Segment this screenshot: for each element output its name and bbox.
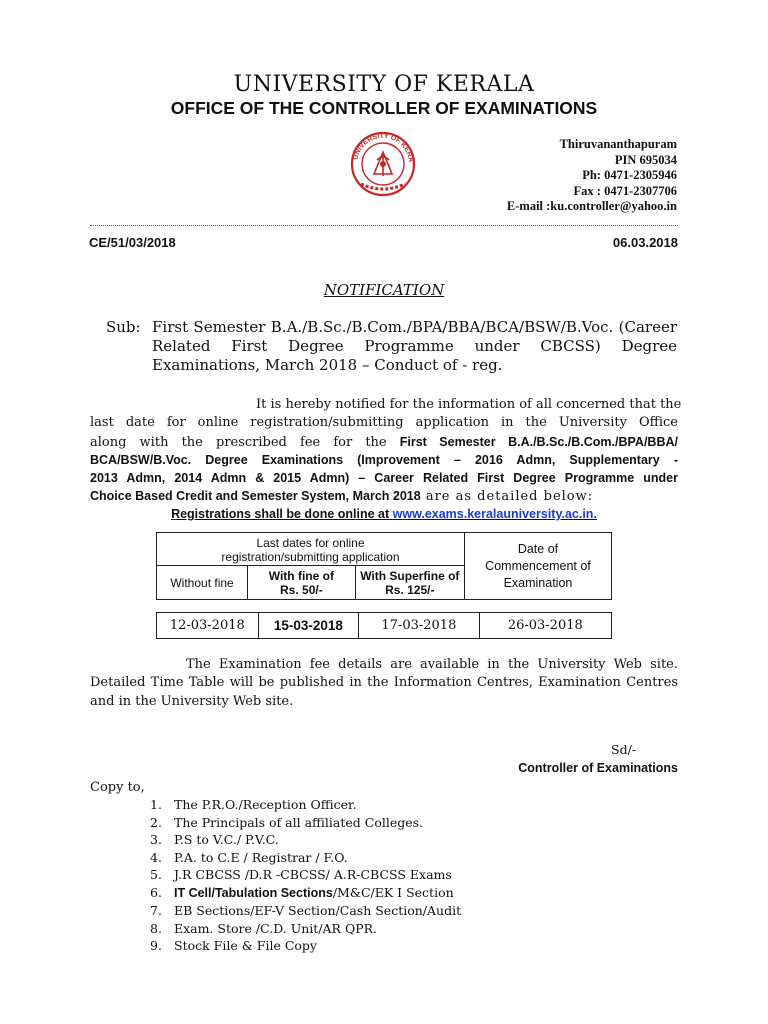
list-text: /M&C/EK I Section (332, 884, 454, 900)
dates-header-table (156, 532, 612, 600)
list-item (150, 831, 461, 849)
subject-line: Examinations, March 2018 – Conduct of - reg. (152, 356, 503, 374)
list-item (150, 814, 461, 832)
list-item (150, 937, 461, 955)
registration-prefix: Registrations shall be done online at (171, 507, 393, 521)
list-text: EB Sections/EF-V Section/Cash Section/Audit (174, 903, 462, 918)
list-number: 9. (150, 938, 162, 953)
body-line: It is hereby notified for the information of all concerned that the (256, 397, 682, 412)
body-line (90, 487, 678, 505)
university-name: UNIVERSITY OF KERALA (233, 72, 535, 97)
list-text: J.R CBCSS /D.R -CBCSS/ A.R-CBCSS Exams (174, 867, 452, 882)
list-text: Exam. Store /C.D. Unit/AR QPR. (174, 920, 377, 936)
list-text: P.A. to C.E / Registrar / F.O. (174, 849, 348, 865)
reference-number: CE/51/03/2018 (89, 235, 176, 250)
list-text: The Principals of all affiliated Colleges. (174, 814, 424, 830)
body-bold-text: Choice Based Credit and Semester System, March 2018 (90, 489, 421, 504)
commencement-header: Date of Commencement of Examination (464, 533, 611, 600)
fine-date: 15-03-2018 (258, 613, 359, 639)
body-line (90, 433, 678, 451)
copy-to-list (150, 796, 461, 955)
list-number: 8. (150, 920, 162, 936)
notification-date: 06.03.2018 (612, 235, 678, 250)
list-bold-text: IT Cell/Tabulation Sections (174, 885, 333, 900)
list-number: 1. (150, 797, 162, 812)
without-fine-header: Without fine (157, 566, 248, 600)
body-line: The Examination fee details are available in the University Web site. (186, 657, 678, 672)
without-fine-date: 12-03-2018 (157, 613, 259, 639)
address-city: Thiruvananthapuram (559, 137, 677, 151)
list-item (150, 866, 461, 884)
subject-line: Related First Degree Programme under CBCSS) Degree (152, 337, 677, 355)
list-number: 5. (150, 867, 162, 882)
list-number: 6. (150, 884, 162, 900)
address-block (507, 137, 677, 215)
fine-header: With fine of Rs. 50/- (248, 566, 356, 600)
list-number: 4. (150, 849, 162, 865)
seal-text: UNIVERSITY OF KERA (352, 132, 415, 163)
body-bold-line: BCA/BSW/B.Voc. Degree Examinations (Improvement – 2016 Admn, Supplementary - (90, 452, 678, 467)
commencement-date: 26-03-2018 (479, 613, 611, 639)
registration-link[interactable]: www.exams.keralauniversity.ac.in. (392, 507, 597, 521)
signature-designation: Controller of Examinations (518, 761, 678, 775)
office-name: OFFICE OF THE CONTROLLER OF EXAMINATIONS (170, 98, 598, 118)
list-number: 2. (150, 814, 162, 830)
superfine-date: 17-03-2018 (359, 613, 479, 639)
body-text: along with the prescribed fee for the (90, 434, 400, 450)
subject-line: First Semester B.A./B.Sc./B.Com./BPA/BBA/BCA/BSW/B.Voc. (Career (152, 318, 677, 336)
body-paragraph-1 (90, 396, 682, 506)
address-fax: Fax : 0471-2307706 (573, 183, 677, 198)
body-bold-line: 2013 Admn, 2014 Admn & 2015 Admn) – Career Related First Degree Programme under (90, 471, 678, 486)
subject-text (152, 318, 677, 375)
signature-sd: Sd/- (611, 742, 636, 757)
notification-title: NOTIFICATION (323, 281, 445, 299)
list-text: Stock File & File Copy (174, 938, 317, 953)
dates-row-table (156, 612, 612, 639)
list-number: 3. (150, 832, 162, 847)
copy-to-label: Copy to, (90, 780, 145, 795)
body-line: last date for online registration/submitting application in the University Office (90, 415, 678, 431)
list-text: P.S to V.C./ P.V.C. (174, 832, 279, 847)
list-item (150, 920, 461, 938)
last-dates-header: Last dates for online registration/submitting application (157, 533, 465, 566)
body-line: and in the University Web site. (90, 693, 294, 709)
address-pin: PIN 695034 (614, 152, 677, 167)
university-seal-logo (343, 130, 423, 198)
table-row (157, 613, 612, 639)
list-item (150, 796, 461, 814)
header-divider (90, 225, 678, 226)
body-text: are as detailed below: (420, 489, 594, 505)
superfine-header: With Superfine of Rs. 125/- (355, 566, 464, 600)
list-item (150, 849, 461, 867)
body-paragraph-2 (90, 656, 678, 711)
body-line: Detailed Time Table will be published in the Information Centres, Examination Centres (90, 675, 678, 691)
address-email: E-mail :ku.controller@yahoo.in (506, 199, 677, 213)
list-item (150, 884, 461, 903)
list-text: The P.R.O./Reception Officer. (174, 797, 357, 812)
body-bold-text: First Semester B.A./B.Sc./B.Com./BPA/BBA/ (399, 434, 678, 449)
list-number: 7. (150, 903, 162, 918)
registration-notice (0, 507, 768, 521)
address-phone: Ph: 0471-2305946 (582, 168, 677, 182)
subject-label: Sub: (106, 318, 141, 336)
list-item (150, 902, 461, 920)
